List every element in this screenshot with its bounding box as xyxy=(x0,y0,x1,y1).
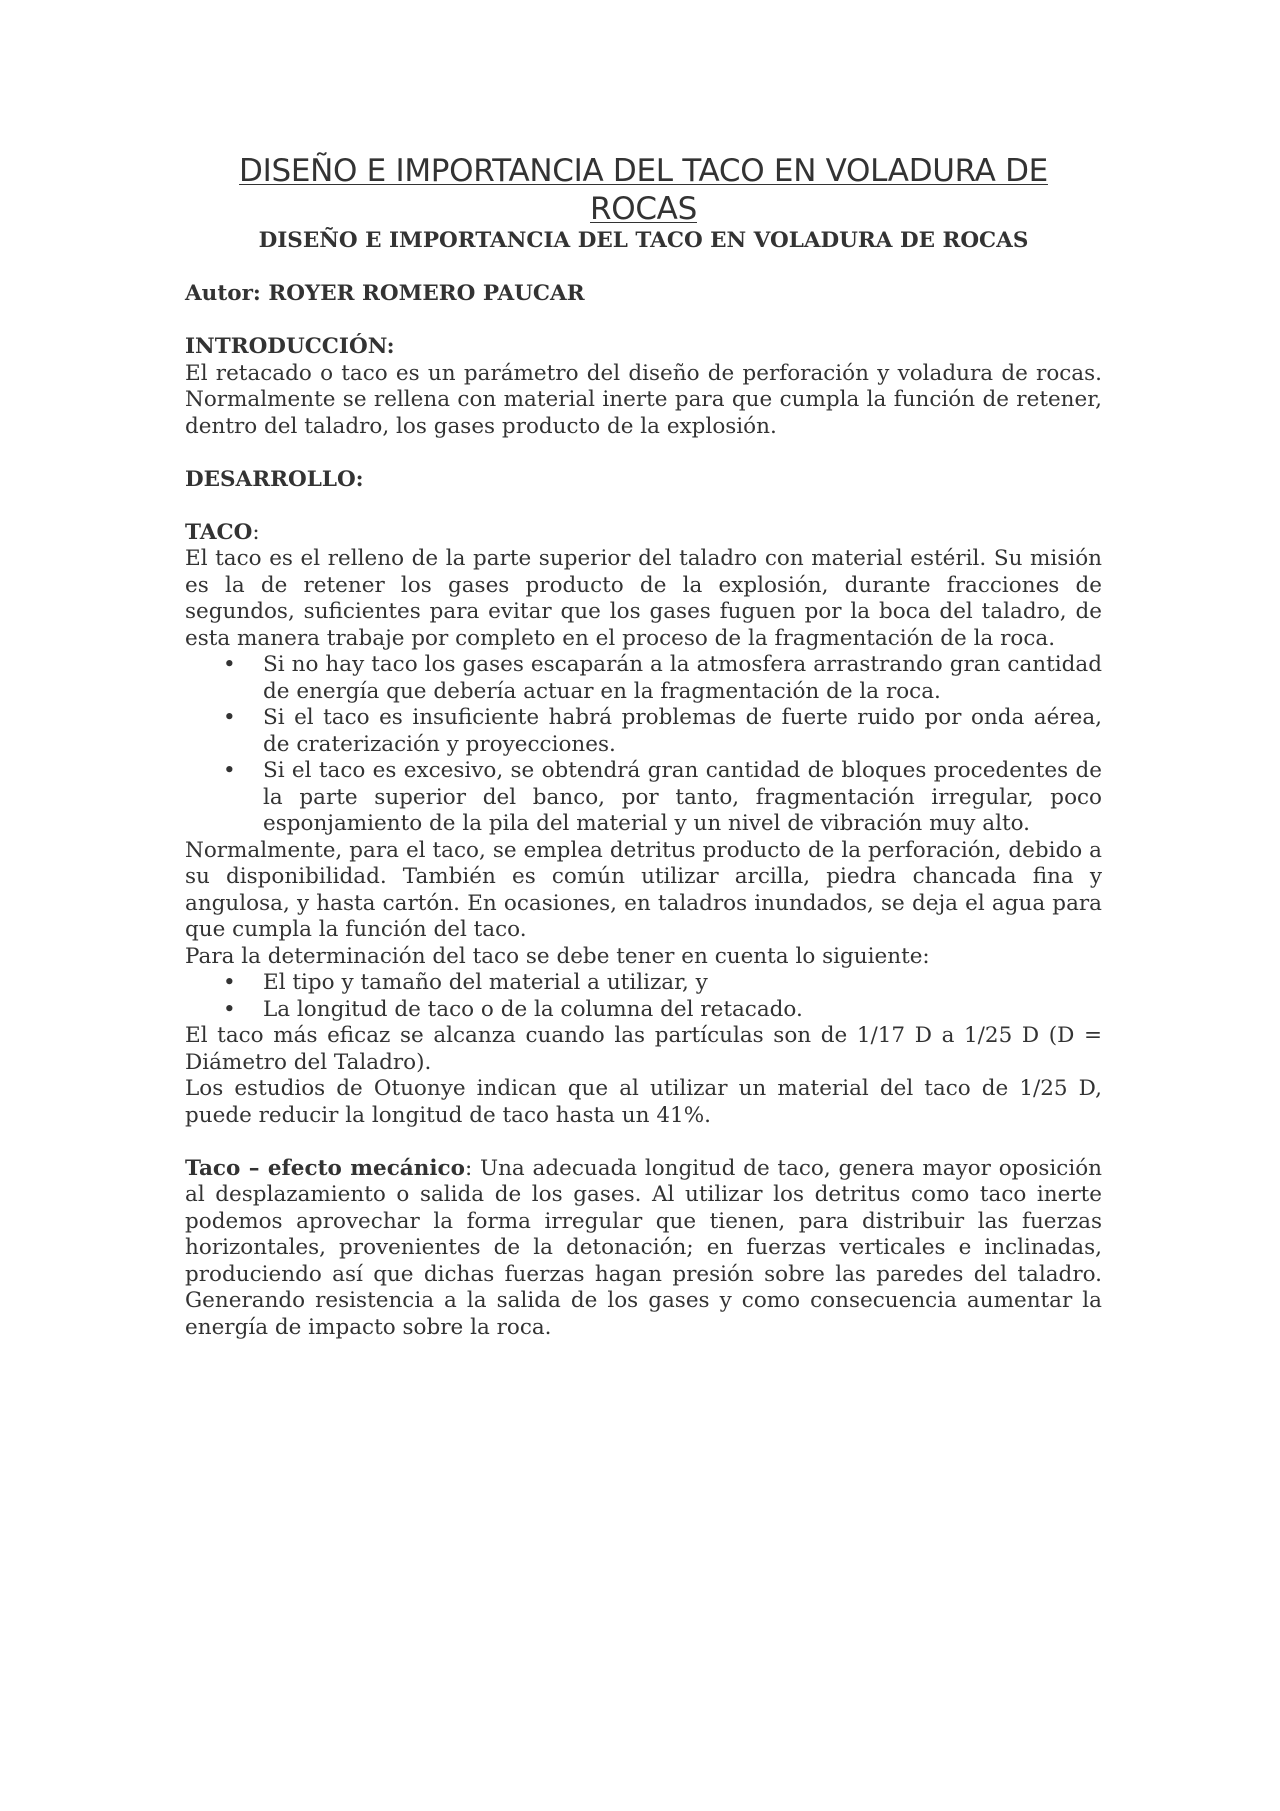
bullet-icon: • xyxy=(223,705,236,730)
determination-list xyxy=(185,970,1102,1023)
bullet-icon: • xyxy=(223,970,236,995)
list-item xyxy=(185,758,1102,838)
list-item xyxy=(185,997,1102,1024)
spacer xyxy=(185,255,1102,282)
bullet-icon: • xyxy=(223,652,236,677)
taco-effects-list xyxy=(185,652,1102,838)
bullet-icon: • xyxy=(223,758,236,783)
mechanical-effect-paragraph xyxy=(185,1156,1102,1342)
list-item-text: La longitud de taco o de la columna del retacado. xyxy=(263,996,803,1022)
title-line-1: DISEÑO E IMPORTANCIA DEL TACO EN VOLADURA DE xyxy=(239,153,1048,189)
list-item-text: Si el taco es insuficiente habrá problemas de fuerte ruido por onda aérea, de craterización y proyecciones. xyxy=(263,705,1102,757)
list-item-text: Si el taco es excesivo, se obtendrá gran cantidad de bloques procedentes de la parte superior del banco, por tanto, fragmentación irregular, poco esponjamiento de la pila del material y un nivel de vibración muy alto. xyxy=(263,758,1102,836)
bullet-icon: • xyxy=(223,996,236,1022)
taco-paragraph: El taco es el relleno de la parte superior del taladro con material estéril. Su misión es la de retener los gases producto de la explosión, durante fracciones de segundos, suficientes para evitar que los gases fuguen por la boca del taladro, de esta manera trabaje por completo en el proceso de la fragmentación de la roca. xyxy=(185,546,1102,651)
efficacy-paragraph: El taco más eficaz se alcanza cuando las partículas son de 1/17 D a 1/25 D (D = Diámetro del Taladro). xyxy=(185,1023,1102,1075)
spacer xyxy=(185,308,1102,335)
spacer xyxy=(185,1129,1102,1156)
list-item-text: El tipo y tamaño del material a utilizar, y xyxy=(263,970,708,995)
list-item xyxy=(185,970,1102,997)
author-line: Autor: ROYER ROMERO PAUCAR xyxy=(185,281,585,306)
document-title xyxy=(185,152,1102,228)
determination-paragraph: Para la determinación del taco se debe tener en cuenta lo siguiente: xyxy=(185,943,930,969)
normal-paragraph: Normalmente, para el taco, se emplea detritus producto de la perforación, debido a su disponibilidad. También es común utilizar arcilla, piedra chancada fina y angulosa, y hasta cartón. En ocasiones, en taladros inundados, se deja el agua para que cumpla la función del taco. xyxy=(185,837,1102,942)
spacer xyxy=(185,493,1102,520)
development-heading: DESARROLLO: xyxy=(185,466,364,492)
intro-heading: INTRODUCCIÓN: xyxy=(185,334,395,359)
taco-heading-line xyxy=(185,520,1102,547)
otuonye-paragraph: Los estudios de Otuonye indican que al utilizar un material del taco de 1/25 D, puede reducir la longitud de taco hasta un 41%. xyxy=(185,1076,1102,1128)
list-item xyxy=(185,705,1102,758)
mechanical-effect-colon: : xyxy=(464,1155,473,1181)
mechanical-effect-label: Taco – efecto mecánico xyxy=(185,1155,465,1181)
intro-paragraph: El retacado o taco es un parámetro del diseño de perforación y voladura de rocas. Normalmente se rellena con material inerte para que cumpla la función de retener, dentro del taladro, los gases producto de la explosión. xyxy=(185,360,1102,439)
document-page xyxy=(185,152,1102,1341)
spacer xyxy=(185,440,1102,467)
taco-heading-colon: : xyxy=(252,519,260,545)
taco-heading: TACO xyxy=(185,519,253,545)
list-item xyxy=(185,652,1102,705)
document-subtitle: DISEÑO E IMPORTANCIA DEL TACO EN VOLADURA DE ROCAS xyxy=(258,228,1029,253)
title-line-2: ROCAS xyxy=(590,191,697,227)
mechanical-effect-text: Una adecuada longitud de taco, genera mayor oposición al desplazamiento o salida de los gases. Al utilizar los detritus como taco inerte podemos aprovechar la forma irregular que tienen, para distribuir las fuerzas horizontales, provenientes de la detonación; en fuerzas verticales e inclinadas, produciendo así que dichas fuerzas hagan presión sobre las paredes del taladro. Generando resistencia a la salida de los gases y como consecuencia aumentar la energía de impacto sobre la roca. xyxy=(185,1155,1102,1340)
list-item-text: Si no hay taco los gases escaparán a la atmosfera arrastrando gran cantidad de energía que debería actuar en la fragmentación de la roca. xyxy=(263,652,1102,704)
